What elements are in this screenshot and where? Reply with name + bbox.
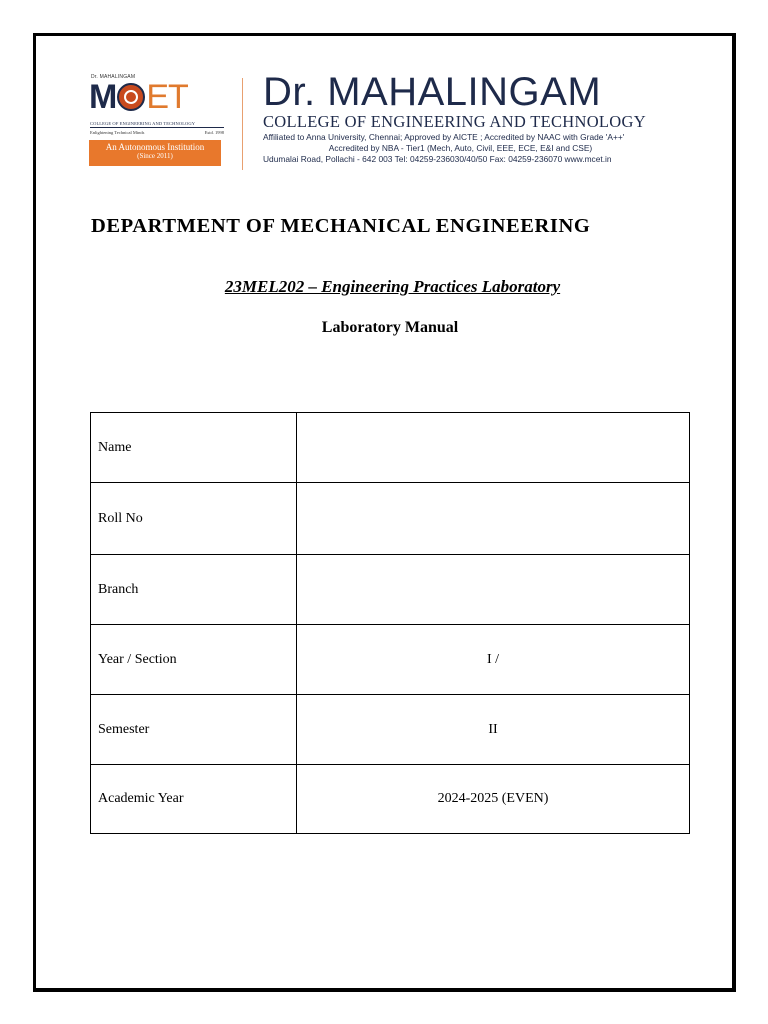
row-label: Name: [91, 413, 297, 483]
row-label: Semester: [91, 695, 297, 765]
autonomous-text: An Autonomous Institution: [105, 142, 205, 152]
table-row: [91, 555, 690, 625]
college-name: Dr. MAHALINGAM: [263, 70, 602, 114]
table-row: [91, 483, 690, 555]
college-accreditation: Accredited by NBA - Tier1 (Mech, Auto, Civil, EEE, ECE, E&I and CSE): [328, 143, 593, 153]
logo-college-line: COLLEGE OF ENGINEERING AND TECHNOLOGY: [90, 121, 224, 128]
table-row: [91, 765, 690, 834]
college-affiliation: Affiliated to Anna University, Chennai; Approved by AICTE ; Accredited by NAAC with Grade 'A++': [263, 132, 625, 142]
logo-mark: [89, 80, 225, 114]
college-info: [263, 72, 663, 165]
table-row: [91, 625, 690, 695]
row-value: [297, 555, 690, 625]
row-label: Year / Section: [91, 625, 297, 695]
logo-mark-m: M: [89, 78, 117, 116]
autonomous-banner: [89, 140, 221, 166]
row-value: [297, 483, 690, 555]
college-subtitle: COLLEGE OF ENGINEERING AND TECHNOLOGY: [263, 112, 646, 131]
table-row: [91, 413, 690, 483]
row-value: II: [297, 695, 690, 765]
row-value: [297, 413, 690, 483]
college-address: Udumalai Road, Pollachi - 642 003 Tel: 04259-236030/40/50 Fax: 04259-236070 www.mcet.in: [263, 154, 612, 164]
college-header: [89, 72, 664, 177]
manual-title: Laboratory Manual: [321, 319, 459, 336]
logo-estd: Estd. 1998: [204, 130, 224, 135]
row-label: Branch: [91, 555, 297, 625]
logo-top-text: Dr. MAHALINGAM: [91, 74, 136, 80]
row-label: Academic Year: [91, 765, 297, 834]
course-title: 23MEL202 – Engineering Practices Laboratory: [224, 277, 561, 296]
logo-tagline: Enlightening Technical Minds: [90, 130, 145, 135]
globe-icon: [117, 83, 145, 111]
logo-tagline-row: [90, 130, 224, 135]
logo-mark-et: ET: [146, 78, 188, 116]
since-text: (Since 2011): [137, 152, 173, 160]
row-value: 2024-2025 (EVEN): [297, 765, 690, 834]
table-row: [91, 695, 690, 765]
department-title: DEPARTMENT OF MECHANICAL ENGINEERING: [91, 215, 591, 237]
college-logo: [89, 72, 225, 168]
row-label: Roll No: [91, 483, 297, 555]
student-info-table: [90, 412, 690, 834]
row-value: I /: [297, 625, 690, 695]
header-divider: [242, 78, 243, 170]
